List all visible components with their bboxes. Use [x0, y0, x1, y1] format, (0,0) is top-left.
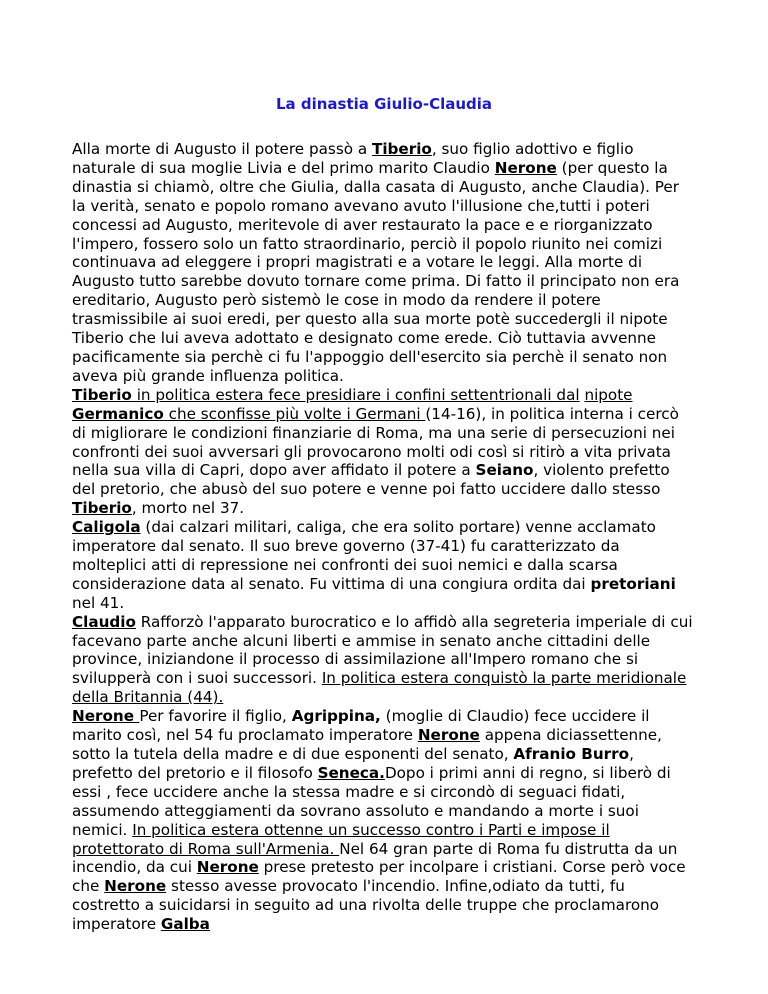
- name-tiberio: Tiberio: [371, 140, 432, 158]
- paragraph-tiberio-intro: [72, 140, 696, 386]
- text-run: Nel 64 gran parte di Roma fu distrutta da un incendio, da cui: [72, 839, 678, 877]
- name-nerone: Nerone: [104, 877, 167, 896]
- page-title: La dinastia Giulio-Claudia: [275, 95, 493, 113]
- name-nerone: Nerone: [72, 707, 140, 726]
- text-run: Dopo i primi anni di regno, si liberò di essi , fece uccidere anche la stessa madre e si circondò di seguaci fidati, assumendo atteggiamenti da sovrano assoluto e mandando a morte i suoi nemici.: [72, 763, 671, 839]
- paragraph-caligola: [72, 518, 696, 613]
- underlined-text: che sconfisse più volte i Germani: [163, 404, 426, 423]
- text-run: , violento prefetto del pretorio, che abusò del suo potere e venne poi fatto uccidere dallo stesso: [72, 461, 670, 499]
- name-tiberio: Tiberio: [72, 385, 132, 404]
- text-run: (moglie di Claudio) fece uccidere il marito così, nel 54 fu proclamato imperatore: [72, 707, 650, 745]
- underlined-text: in politica estera fece presidiare i confini settentrionali dal: [131, 385, 580, 404]
- text-run: Per favorire il figlio,: [139, 707, 292, 726]
- name-nerone: Nerone: [196, 858, 259, 877]
- text-run: nel 41.: [72, 593, 125, 612]
- text-run: prese pretesto per incolpare i cristiani. Corse però voce che: [72, 858, 686, 896]
- underlined-text: nipote: [584, 385, 633, 404]
- name-pretoriani: pretoriani: [590, 574, 676, 593]
- text-run: Alla morte di Augusto il potere passò a: [72, 140, 372, 158]
- paragraph-claudio: [72, 613, 696, 708]
- name-nerone: Nerone: [417, 726, 480, 745]
- document-body: [72, 140, 696, 934]
- name-afranio-burro: Afranio Burro: [513, 745, 630, 763]
- name-nerone: Nerone: [494, 158, 557, 177]
- name-seiano: Seiano: [475, 461, 534, 480]
- text-run: , prefetto del pretorio e il filosofo: [72, 745, 634, 782]
- text-run: Rafforzò l'apparato burocratico e lo affidò alla segreteria imperiale di cui facevano parte anche alcuni liberti e ammise in senato anche cittadini delle province, iniziandone il processo di assimilazione all'Impero romano che si svilupperà con i suoi successori.: [72, 612, 693, 688]
- text-run: , suo figlio adottivo e figlio naturale di sua moglie Livia e del primo marito Claudio: [72, 140, 634, 177]
- name-caligola: Caligola: [72, 518, 141, 537]
- underlined-text: In politica estera ottenne un successo contro i Parti e impose il protettorato di Roma sull'Armenia.: [72, 820, 610, 858]
- name-germanico: Germanico: [72, 404, 164, 423]
- name-seneca: Seneca.: [317, 763, 385, 782]
- text-run: stesso avesse provocato l'incendio. Infine,odiato da tutti, fu costretto a suicidarsi in seguito ad una rivolta delle truppe che proclamarono imperatore: [72, 877, 660, 934]
- text-run: (per questo la dinastia si chiamò, oltre che Giulia, dalla casata di Augusto, anche Claudia). Per la verità, senato e popolo romano avevano avuto l'illusione che,tutti i poteri concessi ad Augusto, meritevole di aver restaurato la pace e e riorganizzato l'impero, fossero solo un fatto straordinario, perciò il popolo riunito nei comizi continuava ad eleggere i propri magistrati e a votare le leggi. Alla morte di Augusto tutto sarebbe dovuto tornare come prima. Di fatto il principato non era ereditario, Augusto però sistemò le cose in modo da rendere il potere trasmissibile ai suoi eredi, per questo alla sua morte potè succedergli il nipote Tiberio che lui aveva adottato e designato come erede. Ciò tuttavia avvenne pacificamente sia perchè ci fu l'appoggio dell'esercito sia perchè il senato non aveva più grande influenza politica.: [72, 158, 680, 385]
- name-galba: Galba: [160, 915, 210, 934]
- name-agrippina: Agrippina,: [291, 707, 381, 726]
- underlined-text: In politica estera conquistò la parte meridionale della Britannia (44).: [72, 669, 687, 707]
- text-run: appena diciassettenne, sotto la tutela della madre e di due esponenti del senato,: [72, 726, 662, 763]
- name-claudio: Claudio: [72, 612, 136, 631]
- name-tiberio: Tiberio: [72, 499, 132, 518]
- text-run: (dai calzari militari, caliga, che era solito portare) venne acclamato imperatore dal senato. Il suo breve governo (37-41) fu caratterizzato da molteplici atti di repressione nei confronti dei suoi nemici e dalla scarsa considerazione data al senato. Fu vittima di una congiura ordita dai: [72, 518, 656, 593]
- paragraph-tiberio-policy: [72, 386, 696, 518]
- paragraph-nerone: [72, 707, 696, 934]
- text-run: (14-16), in politica interna i cercò di migliorare le condizioni finanziarie di Roma, ma una serie di persecuzioni nei confronti dei suoi avversari gli provocarono molti odi così si ritirò a vita privata nella sua villa di Capri, dopo aver affidato il potere a: [72, 404, 679, 480]
- text-run: , morto nel 37.: [131, 499, 245, 518]
